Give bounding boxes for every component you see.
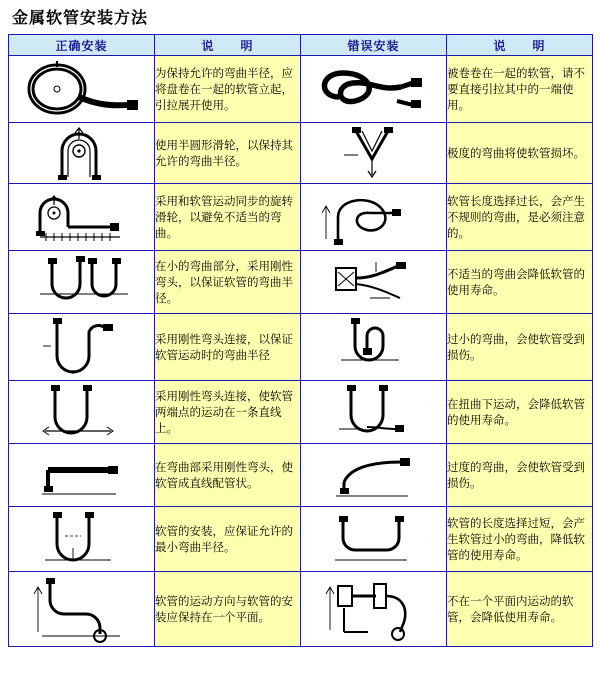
hose-installed-with-minimum-bend-radius-icon [19, 510, 145, 568]
figure-cell-correct [9, 381, 155, 444]
figure-cell-correct [9, 56, 155, 123]
description-correct: 为保持允许的弯曲半径，应将盘卷在一起的软管立起，引拉展开使用。 [155, 56, 301, 123]
hose-motion-direction-same-plane-icon [16, 574, 148, 644]
hose-moving-out-of-plane-icon [308, 574, 440, 644]
rigid-elbow-at-small-bend-u-shape-icon [18, 254, 146, 310]
table-row [9, 123, 593, 184]
installation-methods-table [8, 34, 593, 647]
figure-cell-wrong [301, 507, 447, 572]
figure-cell-wrong [301, 123, 447, 184]
figure-cell-correct [9, 572, 155, 647]
hose-too-long-irregular-loop-icon [308, 187, 440, 247]
coiled-hose-standing-upright-icon [17, 59, 147, 119]
rigid-elbow-straight-piping-icon [18, 448, 146, 502]
description-correct: 软管的安装，应保证允许的最小弯曲半径。 [155, 507, 301, 572]
figure-cell-correct [9, 251, 155, 314]
rigid-elbows-both-ends-straight-line-motion-icon [19, 383, 145, 441]
header-wrong-installation: 错误安装 [301, 35, 447, 56]
figure-cell-correct [9, 444, 155, 507]
description-wrong: 软管的长度选择过短，会产生软管过小的弯曲，降低软管的使用寿命。 [447, 507, 593, 572]
hose-with-synchronized-rotating-pulley-chain-icon [16, 187, 148, 247]
table-row [9, 444, 593, 507]
rigid-elbow-connection-u-loop-icon [19, 316, 145, 378]
table-row [9, 572, 593, 647]
coiled-hose-pulled-from-center-icon [309, 61, 439, 117]
header-wrong-description: 说 明 [447, 35, 593, 56]
description-wrong: 不在一个平面内运动的软管，会降低使用寿命。 [447, 572, 593, 647]
figure-cell-correct [9, 123, 155, 184]
table-row [9, 184, 593, 251]
description-correct: 采用和软管运动同步的旋转滑轮，以避免不适当的弯曲。 [155, 184, 301, 251]
table-row [9, 381, 593, 444]
description-correct: 在小的弯曲部分，采用刚性弯头，以保证软管的弯曲半径。 [155, 251, 301, 314]
description-wrong: 过度的弯曲，会使软管受到损伤。 [447, 444, 593, 507]
description-wrong: 软管长度选择过长，会产生不规则的弯曲，是必须注意的。 [447, 184, 593, 251]
description-correct: 采用刚性弯头连接，使软管两端点的运动在一条直线上。 [155, 381, 301, 444]
header-correct-installation: 正确安装 [9, 35, 155, 56]
figure-cell-correct [9, 507, 155, 572]
figure-cell-wrong [301, 572, 447, 647]
description-correct: 在弯曲部采用刚性弯头，使软管成直线配管状。 [155, 444, 301, 507]
table-header-row [9, 35, 593, 56]
description-wrong: 被卷卷在一起的软管，请不要直接引拉其中的一端使用。 [447, 56, 593, 123]
header-correct-description: 说 明 [155, 35, 301, 56]
too-small-bend-radius-curl-icon [311, 316, 437, 378]
description-wrong: 过小的弯曲，会使软管受到损伤。 [447, 314, 593, 381]
figure-cell-wrong [301, 184, 447, 251]
page-title: 金属软管安装方法 [12, 8, 149, 27]
figure-cell-wrong [301, 251, 447, 314]
table-row [9, 251, 593, 314]
figure-cell-wrong [301, 56, 447, 123]
figure-cell-wrong [301, 444, 447, 507]
hose-over-semicircular-pulley-icon [22, 125, 142, 181]
excessive-bending-at-elbow-icon [310, 448, 438, 502]
description-correct: 软管的运动方向与软管的安装应保持在一个平面。 [155, 572, 301, 647]
figure-cell-correct [9, 314, 155, 381]
description-wrong: 在扭曲下运动，会降低软管的使用寿命。 [447, 381, 593, 444]
table-row [9, 314, 593, 381]
description-correct: 使用半圆形滑轮，以保持其允许的弯曲半径。 [155, 123, 301, 184]
description-correct: 采用刚性弯头连接，以保证软管运动时的弯曲半径 [155, 314, 301, 381]
figure-cell-wrong [301, 314, 447, 381]
hose-too-long-excess-slack-icon [311, 510, 437, 568]
hose-sharply-bent-v-shape-icon [314, 125, 434, 181]
table-row [9, 56, 593, 123]
hose-twisting-under-motion-icon [311, 383, 437, 441]
description-wrong: 不适当的弯曲会降低软管的使用寿命。 [447, 251, 593, 314]
description-wrong: 极度的弯曲将使软管损坏。 [447, 123, 593, 184]
figure-cell-wrong [301, 381, 447, 444]
table-row [9, 507, 593, 572]
figure-cell-correct [9, 184, 155, 251]
improper-bend-at-fitting-icon [310, 254, 438, 310]
